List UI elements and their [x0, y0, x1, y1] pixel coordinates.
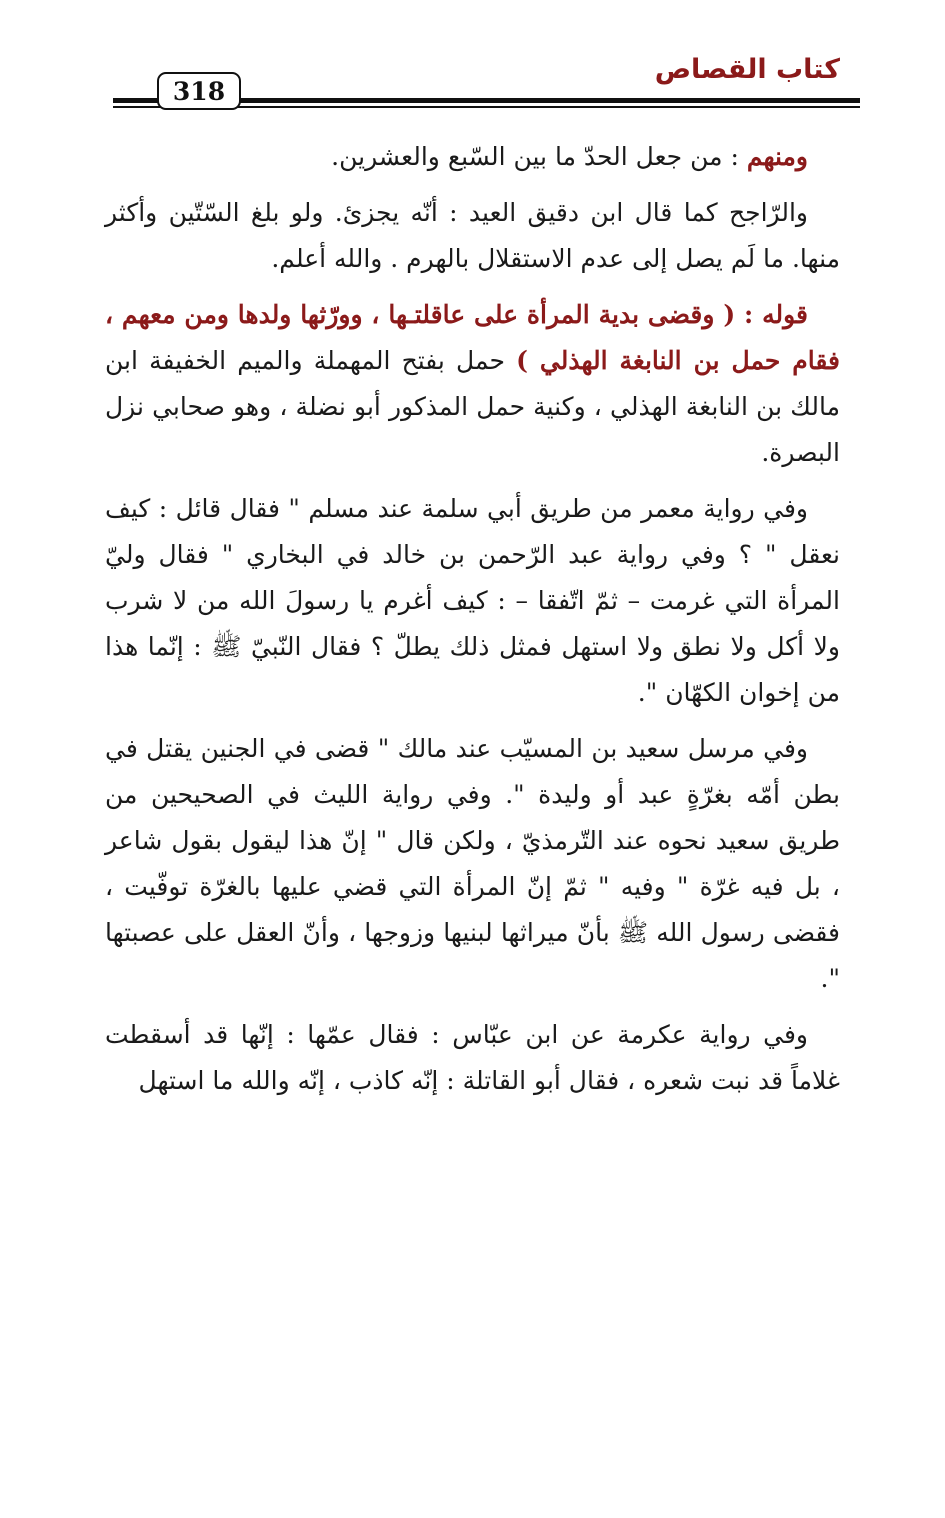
paragraph-text: حمل بفتح المهملة والميم الخفيفة ابن مالك بن النابغة الهذلي ، وكنية حمل المذكور أبو نضلة ، وهو صحابي نزل البصرة.	[105, 346, 840, 467]
page-header	[0, 0, 945, 120]
paragraph-text: وفي مرسل سعيد بن المسيّب عند مالك " قضى في الجنين يقتل في بطن أمّه بغرّةٍ عبد أو وليدة ". وفي رواية الليث في الصحيحين من طريق سعيد نحوه عند التّرمذيّ ، ولكن قال " إنّ هذا ليقول بقول شاعر ، بل فيه غرّة " وفيه " ثمّ إنّ المرأة التي قضي عليها بالغرّة توفّيت ، فقضى رسول الله ﷺ بأنّ ميراثها لبنيها وزوجها ، وأنّ العقل على عصبتها ".	[105, 734, 840, 993]
paragraph-text: والرّاجح كما قال ابن دقيق العيد : أنّه يجزئ. ولو بلغ السّتّين وأكثر منها. ما لَم يصل إلى عدم الاستقلال بالهرم . والله أعلم.	[105, 198, 840, 273]
paragraph-text: وفي رواية عكرمة عن ابن عبّاس : فقال عمّها : إنّها قد أسقطت غلاماً قد نبت شعره ، فقال أبو القاتلة : إنّه كاذب ، إنّه والله ما استهل	[105, 1020, 840, 1095]
book-title: كتاب القصاص	[654, 54, 840, 85]
page-number: 318	[157, 72, 241, 110]
paragraph-text: : من جعل الحدّ ما بين السّبع والعشرين.	[331, 142, 747, 171]
paragraph-3	[105, 292, 840, 476]
body-text	[105, 134, 840, 1114]
paragraph-6	[105, 1012, 840, 1104]
paragraph-4	[105, 486, 840, 716]
paragraph-1	[105, 134, 840, 180]
paragraph-5	[105, 726, 840, 1002]
paragraph-text: وفي رواية معمر من طريق أبي سلمة عند مسلم " فقال قائل : كيف نعقل " ؟ وفي رواية عبد الرّحمن بن خالد في البخاري " فقال وليّ المرأة التي غرمت – ثمّ اتّفقا – : كيف أغرم يا رسولَ الله من لا شرب ولا أكل ولا نطق ولا استهل فمثل ذلك يطلّ ؟ فقال النّبيّ ﷺ : إنّما هذا من إخوان الكهّان ".	[105, 494, 840, 707]
paragraph-2	[105, 190, 840, 282]
paragraph-lead: ومنهم	[746, 142, 808, 171]
paragraph-lead: قوله : ( وقضى بدية المرأة على عاقلتـها ، وورّثها ولدها ومن معهم ، فقام حمل بن النابغة الهذلي )	[105, 300, 840, 375]
